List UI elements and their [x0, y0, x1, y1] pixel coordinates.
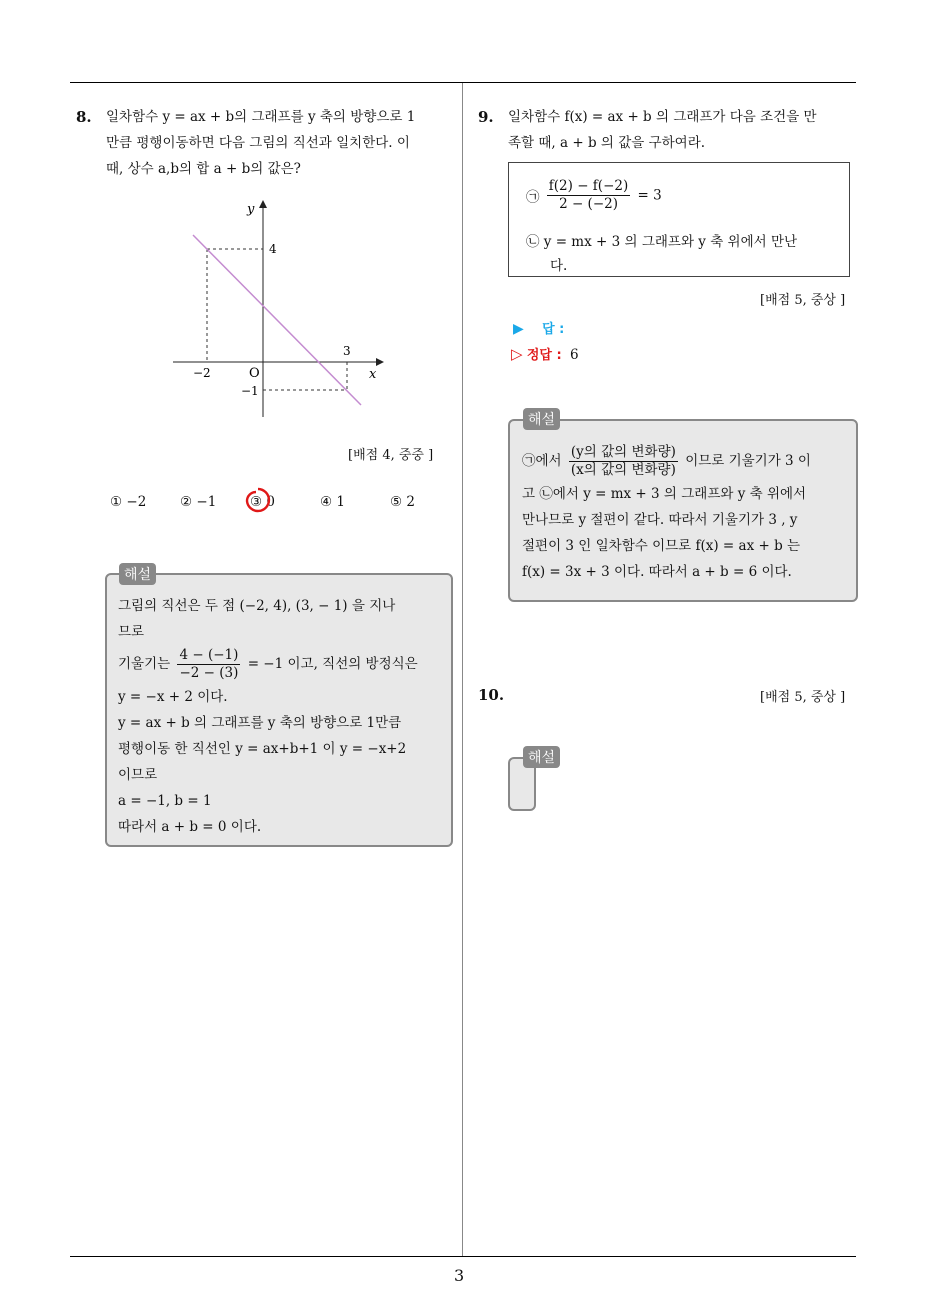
fraction-numerator: 4 − (−1)	[179, 647, 239, 663]
choice-2[interactable]: ② −1	[180, 494, 217, 510]
q9-solution-text	[522, 444, 854, 585]
q10-score: [배점 5, 중상 ]	[760, 690, 846, 705]
solution-line: f(x) = 3x + 3 이다. 따라서 a + b = 6 이다.	[522, 564, 792, 580]
origin-label: O	[249, 366, 260, 381]
tick-label: −2	[193, 366, 211, 380]
condition-text: = 3	[637, 187, 662, 204]
solution-line: 그림의 직선은 두 점 (−2, 4), (3, − 1) 을 지나	[118, 598, 396, 614]
choice-5[interactable]: ⑤ 2	[390, 494, 415, 510]
solution-line: y = −x + 2 이다.	[118, 689, 228, 705]
fraction-numerator: (y의 값의 변화량)	[570, 444, 676, 460]
choice-1[interactable]: ① −2	[110, 494, 147, 510]
condition-mark: ㉠	[526, 189, 540, 206]
solution-text: = −1 이고, 직선의 방정식은	[247, 656, 418, 672]
q9-condition-2	[526, 230, 797, 278]
q9-score: [배점 5, 중상 ]	[760, 293, 846, 308]
play-outline-icon: ▷	[511, 345, 523, 363]
top-rule	[70, 82, 856, 83]
choice-4[interactable]: ④ 1	[320, 494, 345, 510]
tick-label: 3	[343, 344, 351, 358]
solution-line: 따라서 a + b = 0 이다.	[118, 819, 262, 835]
tick-label: 4	[269, 242, 277, 256]
solution-line	[118, 647, 448, 682]
q9-question	[508, 104, 858, 156]
correct-value: 6	[569, 347, 579, 363]
q9-question-line: 일차함수 f(x) = ax + b 의 그래프가 다음 조건을 만	[508, 109, 817, 125]
q9-solution-tag: 해설	[523, 408, 560, 430]
condition-line: 다.	[550, 258, 568, 274]
column-divider	[462, 83, 463, 1256]
tick-label: −1	[241, 384, 259, 398]
q9-condition-1	[526, 178, 662, 213]
play-filled-icon: ▶	[513, 321, 524, 337]
q8-solution-tag: 해설	[119, 563, 156, 585]
q10-number: 10.	[478, 686, 505, 704]
selected-mark-icon	[243, 486, 273, 516]
answer-label: 답 :	[542, 322, 565, 337]
q9-correct-row	[511, 344, 579, 363]
solution-line: 이므로	[118, 767, 158, 783]
q8-question-line: 일차함수 y = ax + b의 그래프를 y 축의 방향으로 1	[106, 109, 416, 125]
page-number: 3	[454, 1266, 465, 1285]
solution-line: 고 ㉡에서 y = mx + 3 의 그래프와 y 축 위에서	[522, 486, 807, 502]
choice-3[interactable]: ③ 0	[250, 494, 275, 510]
solution-line: a = −1, b = 1	[118, 793, 212, 809]
q10-solution-tag: 해설	[523, 746, 560, 768]
solution-line: 절편이 3 인 일차함수 이므로 f(x) = ax + b 는	[522, 538, 801, 554]
q8-solution-text	[118, 593, 448, 840]
condition-line: ㉡ y = mx + 3 의 그래프와 y 축 위에서 만난	[526, 234, 798, 250]
solution-line: 평행이동 한 직선인 y = ax+b+1 이 y = −x+2	[118, 741, 407, 757]
solution-text: 이므로 기울기가 3 이	[685, 453, 811, 469]
solution-text: ㉠에서	[522, 453, 562, 469]
solution-line	[522, 444, 854, 479]
q8-graph	[165, 195, 395, 425]
fraction-numerator: f(2) − f(−2)	[548, 178, 629, 194]
fraction-denominator: −2 − (3)	[179, 665, 239, 681]
fraction-denominator: (x의 값의 변화량)	[570, 462, 676, 478]
fraction-denominator: 2 − (−2)	[559, 196, 618, 212]
solution-line: 만나므로 y 절편이 같다. 따라서 기울기가 3 , y	[522, 512, 798, 528]
q8-question-line: 만큼 평행이동하면 다음 그림의 직선과 일치한다. 이	[106, 135, 410, 151]
solution-line: 므로	[118, 624, 145, 640]
q8-score: [배점 4, 중중 ]	[348, 448, 434, 463]
solution-text: 기울기는	[118, 656, 171, 672]
q8-question	[106, 104, 456, 182]
y-axis-label: y	[247, 202, 255, 217]
q8-number: 8.	[76, 108, 92, 126]
condition-fraction	[547, 178, 630, 213]
q9-question-line: 족할 때, a + b 의 값을 구하여라.	[508, 135, 706, 151]
q8-question-line: 때, 상수 a,b의 합 a + b의 값은?	[106, 161, 301, 177]
rate-fraction	[569, 444, 678, 479]
q9-number: 9.	[478, 108, 494, 126]
slope-fraction	[177, 647, 240, 682]
q9-answer-row	[513, 318, 564, 337]
graph-line	[193, 235, 361, 405]
x-axis-label: x	[369, 367, 377, 382]
solution-line: y = ax + b 의 그래프를 y 축의 방향으로 1만큼	[118, 715, 402, 731]
correct-label: 정답 :	[526, 348, 562, 363]
bottom-rule	[70, 1256, 856, 1257]
